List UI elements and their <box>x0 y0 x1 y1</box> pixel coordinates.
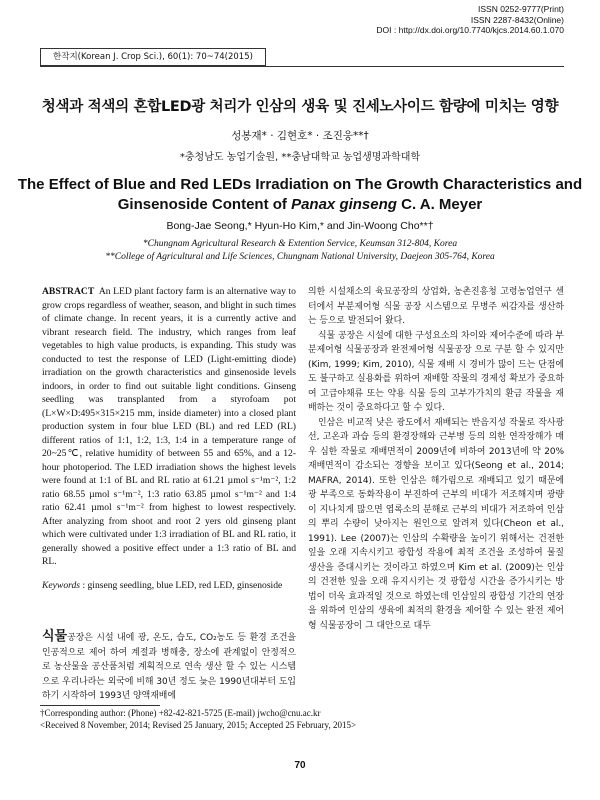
received-dates: <Received 8 November, 2014; Revised 25 January, 2015; Accepted 25 February, 2015> <box>40 720 357 730</box>
corresponding-author: †Corresponding author: (Phone) +82-42-821-5725 (E-mail) jwcho@cnu.ac.kr <box>40 708 321 718</box>
affiliation-2: **College of Agricultural and Life Sciences, Chungnam National University, Daejeon 305-764, Korea <box>105 252 495 262</box>
keywords-text: : ginseng seedling, blue LED, red LED, ginsenoside <box>82 579 283 591</box>
intro-paragraph-2: 식물 공장은 시설에 대한 구성요소의 차이와 제어수준에 따라 부분제어형 식물공장과 완전제어형 식물공장 으로 구분 할 수 있지만(Kim, 1999; Kim, 2010), 식물 재배 시 경비가 많이 드는 단점에도 불구하고 실용화를 위하여 재배할 작물의 경제성 확보가 중요하여 고급야채류 또는 약용 식물 등의 고부가가치의 환금 작물을 재배하는 것이 중요하다고 할 수 있다. <box>308 330 564 413</box>
english-title-line2 <box>0 195 600 215</box>
page-number: 70 <box>294 760 306 771</box>
intro-paragraph-3: 인삼은 비교적 낮은 광도에서 재배되는 반음지성 작물로 작사광선, 고온과 과습 등의 환경장해와 근부병 등의 의한 연작장해가 매우 심한 작물로 재배면적이 2009년에 비하여 2013년에 약 20% 재배면적이 감소되는 경향을 보이고 있다(Seong et al., 2014; MAFRA, 2014). 또한 인삼은 해가림으로 재배되고 있기 때문에 광 부족으로 동화작용이 부진하여 근부의 비대가 저조해지며 광량이 지나치게 많으면 엽록소의 분해로 근부의 비대가 저조하여 인삼의 뿌리 수량이 낮아지는 원인으로 알려져 있다(Cheon et al., 1991). Lee (2007)는 인삼의 수확량을 높이기 위해서는 건전한 잎을 오래 지속시키고 광합성 작용에 최적 조건을 조성하여 물질 생산을 증대시키는 것이라고 하였으며 Kim et al. (2009)는 인삼의 건전한 잎을 오래 유지시키는 것 광합성 시간을 증가시키는 방법이 더욱 효과적일 것으로 하였는데 인삼잎의 광합성 기간의 연장을 위하여 인삼의 생육에 최적의 환경을 제어할 수 있는 완전 제어형 식물공장이 그 대안으로 대두 <box>308 417 564 631</box>
abstract-section <box>42 285 296 592</box>
english-title-part: C. A. Meyer <box>396 196 483 213</box>
footnotes <box>40 707 560 731</box>
intro-korean-left <box>42 630 296 704</box>
footnote-rule <box>40 705 160 706</box>
english-affiliations <box>0 238 600 264</box>
keywords <box>42 579 296 593</box>
header-rule <box>40 66 564 67</box>
intro-paragraph-1: 의한 시설채소의 육묘공장의 상업화, 농촌진흥청 고령농업연구 센터에서 부분제어형 식물 공장 시스템으로 무병주 씨감자를 생산하는 등으로 발전되어 왔다. <box>308 287 564 326</box>
issn-print: ISSN 0252-9777(Print) <box>478 4 564 14</box>
english-title <box>0 175 600 215</box>
korean-title: 청색과 적색의 혼합LED광 처리가 인삼의 생육 및 진세노사이드 함량에 미치는 영향 <box>41 99 559 115</box>
intro-korean-right <box>308 285 564 633</box>
intro-lead-word: 식물 <box>42 629 68 644</box>
journal-identifiers <box>376 4 564 36</box>
intro-left-text: 공장은 시설 내에 광, 온도, 습도, CO₂농도 등 환경 조건을 인공적으로 제어 하여 계절과 병해충, 장소에 관계없이 안정적으로 농산물을 공산품처럼 계획적으로 연속 생산 할 수 있는 시스템으로 우리나라는 외국에 비해 30년 정도 늦은 1990년대부터 도입하기 시작하여 1993년 양액재배에 <box>42 633 296 701</box>
journal-citation: 한작지(Korean J. Crop Sci.), 60(1): 70~74(2015) <box>40 48 266 66</box>
abstract-text: An LED plant factory farm is an alternative way to grow crops regardless of weather, season, and blight in such times of climate change. In recent years, it is a currently active and vibrant research field. The industry, which ranges from leaf vegetables to high value products, is expanding. This study was conducted to test the response of LED (Light-emitting diode) irradiation on the growth characteristics and ginsenoside levels indoors, in order to find out suitable light conditions. Ginseng seedling was transplanted from a styrofoam pot (L×W×D:495×315×215 mm, inside diameter) into a closed plant production system in four blue LED (BL) and red LED (RL) different ratios of 1:1, 1:2, 1:3, 1:4 in a temperature range of 20~25℃, relative humidity of between 55 and 65%, and a 12-hour photoperiod. The LED irradiation shows the highest levels were found at 1:1 of BL and RL ratio at 61.21 µmol s⁻¹m⁻², 1:2 ratio 68.55 µmol s⁻¹m⁻², 1:3 ratio 63.85 µmol s⁻¹m⁻² and 1:4 ratio 62.41 µmol s⁻¹m⁻² from highest to lowest respectively. After analyzing from shoot and root 2 yers old ginseng plant which were cultivated under 1:3 irradiation of BL and RL ratio, it generally showed a positive effect under a 1:3 ratio of BL and RL. <box>42 286 296 567</box>
abstract <box>42 285 296 569</box>
korean-authors: 성봉재* · 김현호* · 조진웅**† <box>231 130 369 142</box>
doi: DOI : http://dx.doi.org/10.7740/kjcs.2014.60.1.070 <box>376 25 564 35</box>
english-authors: Bong-Jae Seong,* Hyun-Ho Kim,* and Jin-Woong Cho**† <box>166 220 434 232</box>
keywords-label: Keywords <box>42 579 81 591</box>
english-title-line1: The Effect of Blue and Red LEDs Irradiation on The Growth Characteristics and <box>17 176 583 193</box>
korean-affiliations: *충청남도 농업기술원, **충남대학교 농업생명과학대학 <box>179 152 421 163</box>
abstract-label: ABSTRACT <box>42 286 95 297</box>
issn-online: ISSN 2287-8432(Online) <box>470 14 564 25</box>
affiliation-1: *Chungnam Agricultural Research & Extention Service, Keumsan 312-804, Korea <box>142 239 458 249</box>
english-title-part: Ginsenoside Content of <box>117 196 292 213</box>
species-name: Panax ginseng <box>291 196 397 213</box>
